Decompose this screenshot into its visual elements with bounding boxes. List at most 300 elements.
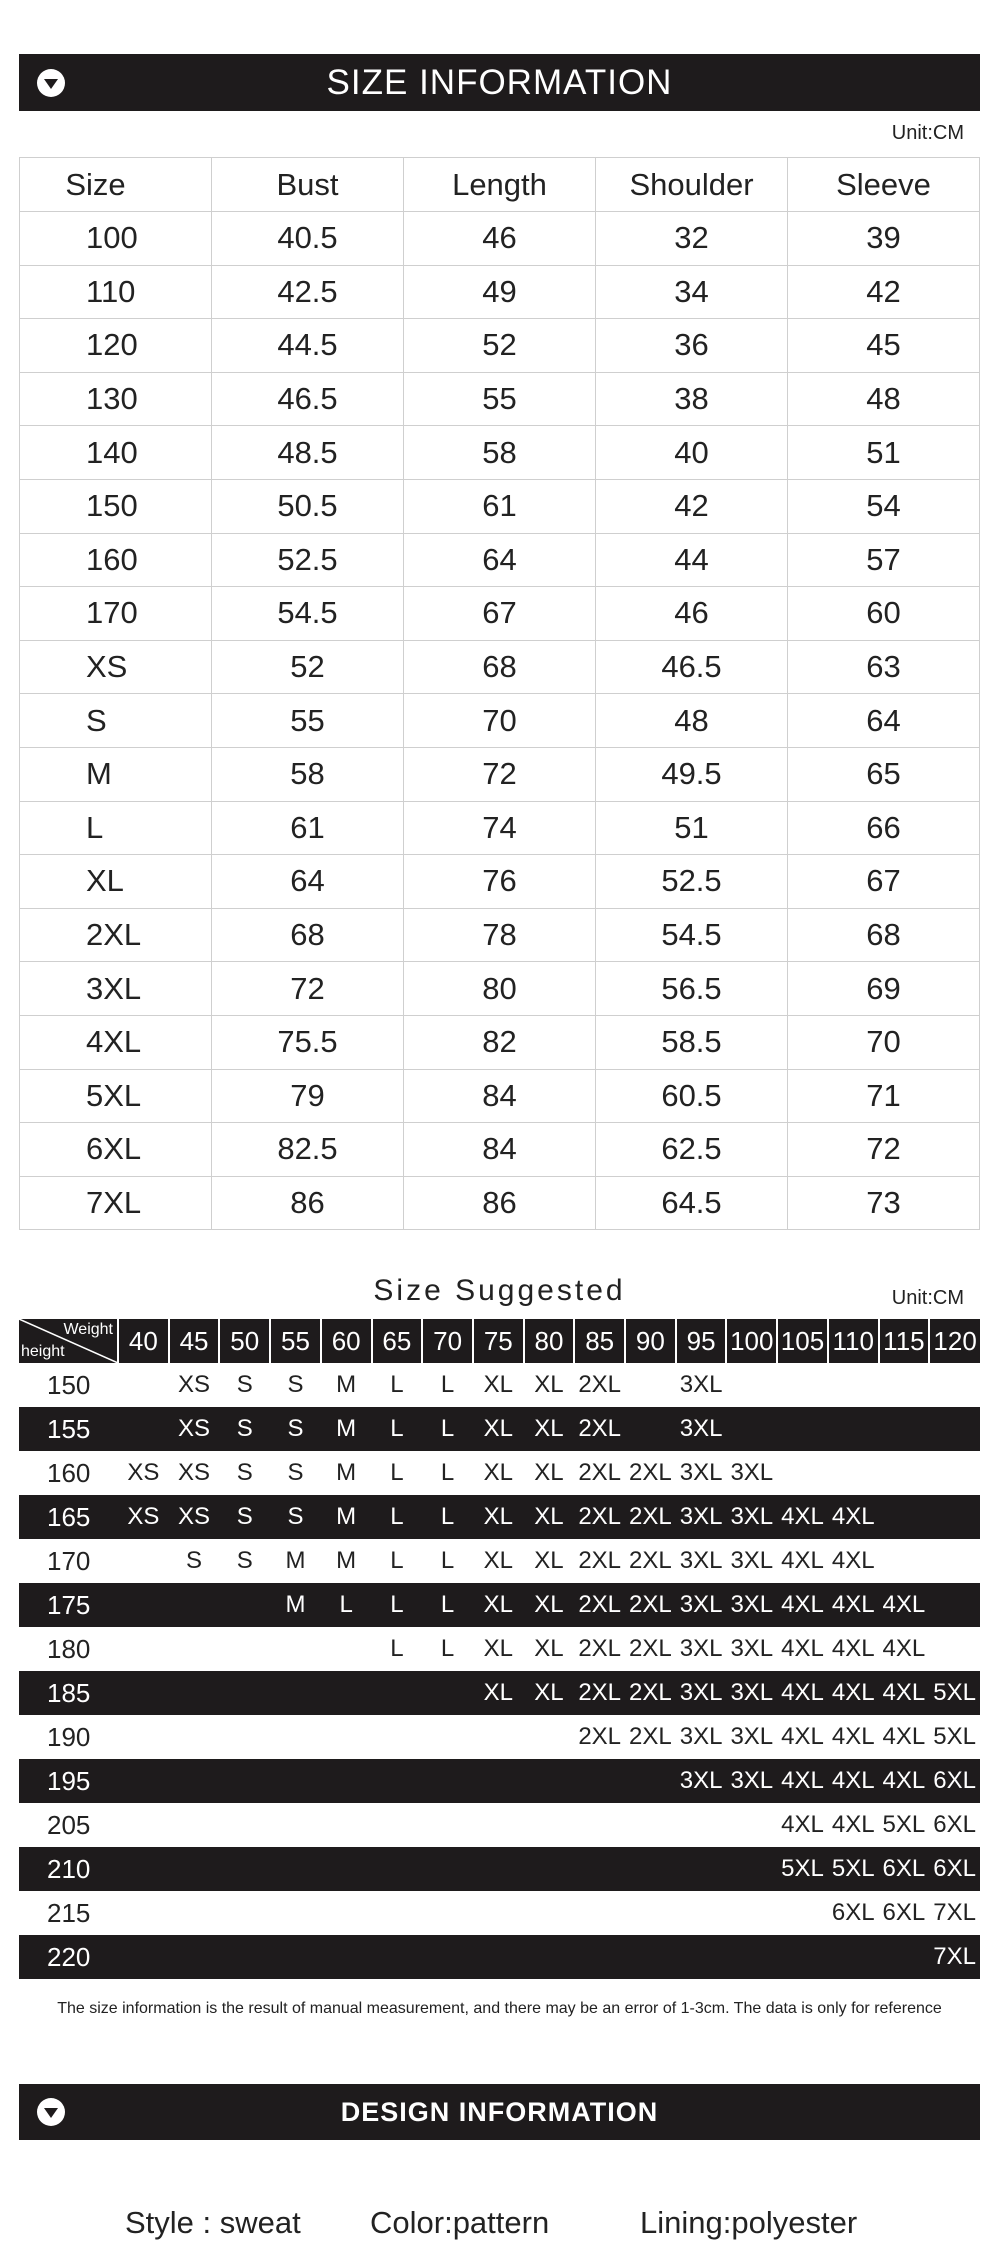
- suggested-size-cell: S: [219, 1495, 270, 1539]
- suggested-size-cell: [321, 1715, 372, 1759]
- suggested-size-cell: [625, 1847, 676, 1891]
- suggested-size-cell: [321, 1847, 372, 1891]
- weight-header-cell: 85: [574, 1319, 625, 1363]
- suggested-size-cell: [270, 1627, 321, 1671]
- table-cell: 50.5: [212, 479, 404, 533]
- suggested-size-cell: 4XL: [777, 1495, 828, 1539]
- suggested-size-cell: 3XL: [726, 1495, 777, 1539]
- suggested-size-cell: [828, 1451, 879, 1495]
- table-cell: 3XL: [20, 962, 212, 1016]
- suggested-size-cell: 3XL: [676, 1407, 727, 1451]
- table-cell: 54.5: [212, 587, 404, 641]
- header-bust: Bust: [212, 158, 404, 212]
- weight-header-row: [19, 1319, 980, 1363]
- suggested-size-cell: 2XL: [574, 1671, 625, 1715]
- suggested-size-cell: [726, 1847, 777, 1891]
- suggested-size-cell: [118, 1935, 169, 1979]
- design-information-banner: [19, 2084, 980, 2140]
- chevron-down-circle-icon: [36, 68, 66, 98]
- table-cell: 120: [20, 319, 212, 373]
- suggested-size-cell: 2XL: [578, 1723, 622, 1750]
- suggested-size-cell: 4XL: [781, 1723, 824, 1750]
- suggested-size-cell: [321, 1803, 372, 1847]
- suggested-size-cell: L: [372, 1583, 423, 1627]
- table-row: [19, 1539, 980, 1583]
- suggested-size-cell: [777, 1935, 828, 1979]
- size-information-banner: [19, 54, 980, 111]
- suggested-size-cell: [118, 1847, 169, 1891]
- table-cell: 64: [404, 533, 596, 587]
- table-row: [19, 1451, 980, 1495]
- suggested-size-cell: L: [390, 1547, 404, 1574]
- table-cell: 68: [404, 640, 596, 694]
- table-row: [19, 1671, 980, 1715]
- weight-header-cell: 95: [676, 1319, 727, 1363]
- table-cell: 84: [404, 1069, 596, 1123]
- table-cell: XS: [20, 640, 212, 694]
- table-cell: 82.5: [212, 1123, 404, 1177]
- table-cell: 45: [788, 319, 980, 373]
- table-cell: 48.5: [212, 426, 404, 480]
- suggested-size-cell: XL: [534, 1547, 564, 1574]
- suggested-size-cell: 2XL: [578, 1635, 622, 1662]
- suggested-size-cell: [625, 1363, 676, 1407]
- table-row: [20, 1123, 980, 1177]
- suggested-size-cell: 2XL: [578, 1371, 622, 1398]
- suggested-size-cell: [676, 1803, 727, 1847]
- height-cell: 155: [19, 1407, 118, 1451]
- suggested-size-cell: M: [270, 1583, 321, 1627]
- table-row: [19, 1847, 980, 1891]
- weight-header-cell: 65: [372, 1319, 423, 1363]
- suggested-size-cell: XS: [118, 1495, 169, 1539]
- suggested-size-cell: XL: [473, 1407, 524, 1451]
- table-cell: 79: [212, 1069, 404, 1123]
- table-cell: 42.5: [212, 265, 404, 319]
- table-cell: 75.5: [212, 1015, 404, 1069]
- suggested-size-cell: 3XL: [726, 1759, 777, 1803]
- suggested-size-cell: 3XL: [730, 1723, 774, 1750]
- table-cell: 61: [212, 801, 404, 855]
- table-cell: 78: [404, 908, 596, 962]
- table-row: [19, 1803, 980, 1847]
- suggested-size-cell: [676, 1935, 727, 1979]
- suggested-size-cell: 3XL: [679, 1723, 723, 1750]
- table-cell: 68: [788, 908, 980, 962]
- suggested-size-cell: 3XL: [730, 1547, 774, 1574]
- suggested-size-cell: 3XL: [676, 1671, 727, 1715]
- table-row: [20, 587, 980, 641]
- suggested-size-cell: 4XL: [879, 1583, 930, 1627]
- table-cell: 2XL: [20, 908, 212, 962]
- suggested-size-cell: [574, 1847, 625, 1891]
- suggested-size-cell: 4XL: [831, 1723, 875, 1750]
- suggested-size-cell: 3XL: [679, 1459, 723, 1486]
- size-suggested-table: [19, 1319, 980, 1979]
- suggested-size-cell: XS: [178, 1459, 211, 1486]
- suggested-size-cell: [625, 1407, 676, 1451]
- suggested-size-cell: [828, 1935, 879, 1979]
- table-row: [20, 747, 980, 801]
- height-cell: 150: [47, 1369, 91, 1400]
- table-row: [20, 1176, 980, 1230]
- suggested-size-cell: 5XL: [777, 1847, 828, 1891]
- suggested-size-cell: [473, 1847, 524, 1891]
- height-cell: 190: [47, 1721, 91, 1752]
- table-cell: 58.5: [596, 1015, 788, 1069]
- suggested-size-cell: [422, 1759, 473, 1803]
- table-row: [20, 533, 980, 587]
- suggested-size-cell: [372, 1803, 423, 1847]
- suggested-size-cell: M: [321, 1495, 372, 1539]
- suggested-size-cell: 2XL: [574, 1495, 625, 1539]
- suggested-size-cell: [929, 1583, 980, 1627]
- design-information-title: DESIGN INFORMATION: [340, 2096, 659, 2127]
- table-cell: 54: [788, 479, 980, 533]
- suggested-size-cell: 2XL: [574, 1407, 625, 1451]
- suggested-size-cell: S: [287, 1459, 304, 1486]
- suggested-size-cell: 4XL: [828, 1583, 879, 1627]
- suggested-size-cell: [321, 1935, 372, 1979]
- suggested-size-cell: [879, 1363, 930, 1407]
- suggested-size-cell: XL: [524, 1495, 575, 1539]
- height-cell: 180: [47, 1633, 91, 1664]
- table-cell: 70: [788, 1015, 980, 1069]
- suggested-unit-label: Unit:CM: [891, 1287, 964, 1309]
- suggested-size-cell: [879, 1539, 930, 1583]
- table-cell: 48: [596, 694, 788, 748]
- size-table: [19, 157, 980, 1230]
- table-cell: 49.5: [596, 747, 788, 801]
- table-row: [19, 1627, 980, 1671]
- suggested-size-cell: [574, 1803, 625, 1847]
- table-cell: 42: [788, 265, 980, 319]
- header-shoulder: Shoulder: [596, 158, 788, 212]
- table-cell: 32: [596, 212, 788, 266]
- suggested-size-cell: [372, 1759, 423, 1803]
- suggested-size-cell: [625, 1935, 676, 1979]
- suggested-size-cell: [219, 1935, 270, 1979]
- suggested-size-cell: L: [390, 1635, 404, 1662]
- suggested-size-cell: [422, 1847, 473, 1891]
- suggested-size-cell: [219, 1847, 270, 1891]
- suggested-size-cell: 2XL: [625, 1671, 676, 1715]
- suggested-size-cell: [118, 1363, 169, 1407]
- table-row: [19, 1495, 980, 1539]
- size-information-title: SIZE INFORMATION: [326, 62, 673, 102]
- suggested-size-cell: [169, 1759, 220, 1803]
- table-cell: 42: [596, 479, 788, 533]
- table-cell: 70: [404, 694, 596, 748]
- suggested-size-cell: M: [321, 1407, 372, 1451]
- suggested-size-cell: [321, 1671, 372, 1715]
- suggested-size-cell: [726, 1363, 777, 1407]
- suggested-size-cell: XL: [483, 1547, 513, 1574]
- suggested-size-cell: [879, 1495, 930, 1539]
- suggested-size-cell: [777, 1363, 828, 1407]
- table-cell: 51: [596, 801, 788, 855]
- table-cell: 7XL: [20, 1176, 212, 1230]
- table-cell: XL: [20, 855, 212, 909]
- suggested-size-cell: 2XL: [629, 1459, 672, 1486]
- suggested-size-cell: [372, 1847, 423, 1891]
- suggested-size-cell: S: [270, 1495, 321, 1539]
- weight-header-cell: 80: [524, 1319, 575, 1363]
- table-cell: 62.5: [596, 1123, 788, 1177]
- suggested-size-cell: M: [336, 1547, 357, 1574]
- suggested-size-cell: [929, 1407, 980, 1451]
- suggested-size-cell: [270, 1671, 321, 1715]
- suggested-size-cell: 4XL: [882, 1635, 926, 1662]
- table-cell: 170: [20, 587, 212, 641]
- table-cell: 66: [788, 801, 980, 855]
- suggested-size-cell: [270, 1847, 321, 1891]
- suggested-size-cell: [169, 1847, 220, 1891]
- table-cell: 60: [788, 587, 980, 641]
- suggested-size-cell: [473, 1803, 524, 1847]
- suggested-size-cell: [929, 1495, 980, 1539]
- table-cell: 55: [404, 372, 596, 426]
- suggested-size-cell: [169, 1935, 220, 1979]
- table-cell: 40: [596, 426, 788, 480]
- table-cell: 72: [788, 1123, 980, 1177]
- suggested-size-cell: L: [390, 1371, 404, 1398]
- suggested-size-cell: 6XL: [929, 1847, 980, 1891]
- size-unit-label: Unit:CM: [891, 122, 964, 144]
- suggested-size-cell: [726, 1803, 777, 1847]
- suggested-size-cell: 4XL: [781, 1811, 824, 1838]
- table-cell: 64: [212, 855, 404, 909]
- table-cell: 6XL: [20, 1123, 212, 1177]
- height-cell: 220: [19, 1935, 118, 1979]
- suggested-size-cell: XL: [524, 1583, 575, 1627]
- corner-height-label: height: [21, 1343, 65, 1360]
- suggested-size-cell: [118, 1715, 169, 1759]
- suggested-size-cell: [524, 1891, 575, 1935]
- suggested-size-cell: [473, 1759, 524, 1803]
- suggested-size-cell: 6XL: [879, 1847, 930, 1891]
- suggested-size-cell: [777, 1407, 828, 1451]
- suggested-size-cell: [219, 1759, 270, 1803]
- table-cell: 100: [20, 212, 212, 266]
- suggested-size-cell: 4XL: [828, 1495, 879, 1539]
- suggested-size-cell: [524, 1803, 575, 1847]
- suggested-size-cell: [473, 1715, 524, 1759]
- suggested-size-cell: [473, 1935, 524, 1979]
- suggested-size-cell: [118, 1759, 169, 1803]
- suggested-size-cell: [118, 1583, 169, 1627]
- table-cell: 61: [404, 479, 596, 533]
- suggested-size-cell: [929, 1627, 980, 1671]
- suggested-size-cell: [219, 1715, 270, 1759]
- table-cell: 60.5: [596, 1069, 788, 1123]
- suggested-size-cell: S: [236, 1371, 253, 1398]
- suggested-size-cell: [372, 1891, 423, 1935]
- suggested-size-cell: L: [372, 1407, 423, 1451]
- suggested-size-cell: 4XL: [831, 1547, 875, 1574]
- table-cell: 84: [404, 1123, 596, 1177]
- suggested-size-cell: 6XL: [831, 1899, 875, 1926]
- table-cell: 52.5: [596, 855, 788, 909]
- table-cell: 82: [404, 1015, 596, 1069]
- weight-header-cell: 55: [270, 1319, 321, 1363]
- table-cell: 44.5: [212, 319, 404, 373]
- table-cell: M: [20, 747, 212, 801]
- table-cell: 40.5: [212, 212, 404, 266]
- suggested-size-cell: [219, 1671, 270, 1715]
- suggested-size-cell: XS: [169, 1407, 220, 1451]
- table-cell: 68: [212, 908, 404, 962]
- suggested-size-cell: [219, 1803, 270, 1847]
- table-cell: L: [20, 801, 212, 855]
- suggested-size-cell: XL: [534, 1371, 564, 1398]
- size-table-header: [20, 158, 980, 212]
- suggested-size-cell: 4XL: [777, 1583, 828, 1627]
- table-row: [20, 1015, 980, 1069]
- suggested-size-cell: M: [285, 1547, 306, 1574]
- height-cell: 185: [19, 1671, 118, 1715]
- size-suggested-body: [19, 1363, 980, 1979]
- table-cell: 74: [404, 801, 596, 855]
- suggested-size-cell: [169, 1715, 220, 1759]
- table-cell: 71: [788, 1069, 980, 1123]
- suggested-size-cell: 6XL: [882, 1899, 926, 1926]
- suggested-size-cell: 4XL: [781, 1635, 824, 1662]
- suggested-size-cell: 2XL: [625, 1495, 676, 1539]
- suggested-size-cell: 3XL: [730, 1635, 774, 1662]
- table-cell: 63: [788, 640, 980, 694]
- table-row: [20, 372, 980, 426]
- suggested-size-cell: XL: [524, 1671, 575, 1715]
- table-row: [20, 801, 980, 855]
- suggested-size-cell: 3XL: [726, 1671, 777, 1715]
- suggested-size-cell: [169, 1891, 220, 1935]
- table-row: [20, 479, 980, 533]
- suggested-size-cell: XL: [524, 1407, 575, 1451]
- table-row: [19, 1715, 980, 1759]
- suggested-size-cell: [625, 1759, 676, 1803]
- table-row: [19, 1583, 980, 1627]
- height-cell: 195: [19, 1759, 118, 1803]
- table-row: [19, 1935, 980, 1979]
- suggested-size-cell: [422, 1803, 473, 1847]
- suggested-size-cell: 2XL: [629, 1547, 672, 1574]
- suggested-size-cell: [169, 1583, 220, 1627]
- weight-header-cell: 90: [625, 1319, 676, 1363]
- suggested-size-cell: [372, 1671, 423, 1715]
- suggested-size-cell: 3XL: [676, 1495, 727, 1539]
- suggested-size-cell: [676, 1891, 727, 1935]
- suggested-size-cell: [524, 1715, 575, 1759]
- suggested-size-cell: [270, 1715, 321, 1759]
- suggested-size-cell: [270, 1803, 321, 1847]
- weight-height-corner: [19, 1319, 118, 1363]
- suggested-size-cell: XL: [534, 1459, 564, 1486]
- suggested-size-cell: 3XL: [676, 1759, 727, 1803]
- table-row: [20, 212, 980, 266]
- height-cell: 210: [19, 1847, 118, 1891]
- suggested-size-cell: L: [321, 1583, 372, 1627]
- suggested-size-cell: [372, 1935, 423, 1979]
- suggested-size-cell: [118, 1803, 169, 1847]
- suggested-size-cell: S: [287, 1371, 304, 1398]
- table-row: [20, 694, 980, 748]
- suggested-size-cell: [321, 1627, 372, 1671]
- design-lining: Lining:polyester: [640, 2205, 858, 2240]
- suggested-size-cell: [169, 1627, 220, 1671]
- suggested-size-cell: [879, 1407, 930, 1451]
- suggested-size-cell: L: [422, 1495, 473, 1539]
- suggested-size-cell: 2XL: [578, 1459, 622, 1486]
- suggested-size-cell: L: [390, 1459, 404, 1486]
- suggested-size-cell: 5XL: [933, 1723, 976, 1750]
- weight-header-cell: 100: [726, 1319, 777, 1363]
- table-cell: 38: [596, 372, 788, 426]
- suggested-size-cell: [270, 1935, 321, 1979]
- suggested-size-cell: [524, 1935, 575, 1979]
- table-row: [19, 1363, 980, 1407]
- table-row: [20, 908, 980, 962]
- table-row: [20, 855, 980, 909]
- weight-header-cell: 75: [473, 1319, 524, 1363]
- suggested-size-cell: S: [236, 1459, 253, 1486]
- suggested-size-cell: [625, 1803, 676, 1847]
- suggested-size-cell: 3XL: [679, 1371, 723, 1398]
- header-sleeve: Sleeve: [788, 158, 980, 212]
- suggested-size-cell: [118, 1671, 169, 1715]
- table-cell: 5XL: [20, 1069, 212, 1123]
- table-row: [19, 1891, 980, 1935]
- table-cell: 34: [596, 265, 788, 319]
- table-cell: 36: [596, 319, 788, 373]
- table-cell: 54.5: [596, 908, 788, 962]
- table-cell: 80: [404, 962, 596, 1016]
- suggested-size-cell: M: [336, 1371, 357, 1398]
- suggested-size-cell: [219, 1891, 270, 1935]
- suggested-size-cell: [321, 1891, 372, 1935]
- table-cell: 69: [788, 962, 980, 1016]
- table-cell: 56.5: [596, 962, 788, 1016]
- suggested-size-cell: 3XL: [730, 1459, 774, 1486]
- suggested-size-cell: [270, 1891, 321, 1935]
- size-table-body: [20, 212, 980, 1230]
- height-cell: 160: [47, 1457, 91, 1488]
- suggested-size-cell: 5XL: [828, 1847, 879, 1891]
- weight-header-cell: 110: [828, 1319, 879, 1363]
- table-cell: 86: [404, 1176, 596, 1230]
- table-row: [19, 1759, 980, 1803]
- suggested-size-cell: [422, 1891, 473, 1935]
- suggested-size-cell: [574, 1935, 625, 1979]
- suggested-size-cell: [574, 1759, 625, 1803]
- suggested-size-cell: 4XL: [781, 1547, 824, 1574]
- weight-header-cell: 60: [321, 1319, 372, 1363]
- suggested-size-cell: [879, 1935, 930, 1979]
- suggested-size-cell: [879, 1451, 930, 1495]
- table-cell: 52.5: [212, 533, 404, 587]
- suggested-size-cell: XL: [483, 1459, 513, 1486]
- table-cell: 67: [404, 587, 596, 641]
- table-cell: 72: [404, 747, 596, 801]
- suggested-size-cell: 4XL: [879, 1759, 930, 1803]
- weight-header-cell: 115: [879, 1319, 930, 1363]
- table-cell: 44: [596, 533, 788, 587]
- suggested-size-cell: [828, 1407, 879, 1451]
- table-cell: 49: [404, 265, 596, 319]
- suggested-size-cell: XL: [473, 1495, 524, 1539]
- table-cell: 140: [20, 426, 212, 480]
- suggested-size-cell: 2XL: [629, 1635, 672, 1662]
